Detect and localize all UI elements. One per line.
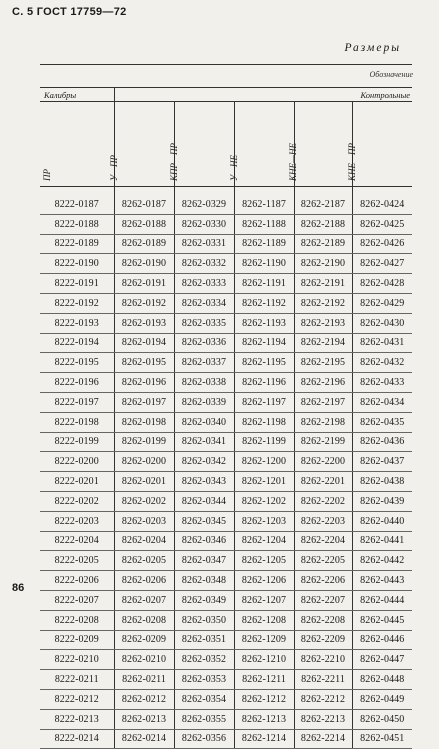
section-title: Размеры <box>344 42 401 54</box>
table-cell: 8262-1206 <box>234 571 294 591</box>
table-cell: 8262-0344 <box>174 491 234 511</box>
table-cell: 8262-1209 <box>234 630 294 650</box>
table-cell: 8262-0424 <box>352 195 412 214</box>
table-cell: 8262-0352 <box>174 650 234 670</box>
page-header: С. 5 ГОСТ 17759—72 <box>12 6 127 18</box>
table-cell: 8262-2200 <box>294 452 352 472</box>
table-cell: 8262-2196 <box>294 373 352 393</box>
table-cell: 8262-0338 <box>174 373 234 393</box>
gauge-table <box>40 88 412 749</box>
table-cell: 8262-0204 <box>114 531 174 551</box>
table-cell: 8262-0432 <box>352 353 412 373</box>
table-cell: 8262-2202 <box>294 491 352 511</box>
table-cell: 8262-2192 <box>294 293 352 313</box>
table-cell: 8262-0331 <box>174 234 234 254</box>
table-cell: 8262-0347 <box>174 551 234 571</box>
table-cell: 8262-1208 <box>234 610 294 630</box>
table-cell: 8222-0202 <box>40 491 114 511</box>
table-cell: 8262-0196 <box>114 373 174 393</box>
table-cell: 8262-0206 <box>114 571 174 591</box>
designation-label: Обозначение <box>369 70 413 79</box>
table-cell: 8222-0195 <box>40 353 114 373</box>
table-cell: 8262-0427 <box>352 254 412 274</box>
table-cell: 8262-0209 <box>114 630 174 650</box>
table-cell: 8262-1199 <box>234 432 294 452</box>
table-cell: 8262-2187 <box>294 195 352 214</box>
table-cell: 8222-0188 <box>40 214 114 234</box>
table-cell: 8262-0434 <box>352 392 412 412</box>
table-cell: 8262-0203 <box>114 511 174 531</box>
table-cell: 8262-1200 <box>234 452 294 472</box>
table-cell: 8262-0356 <box>174 729 234 749</box>
table-cell: 8262-0441 <box>352 531 412 551</box>
table-cell: 8262-2201 <box>294 472 352 492</box>
table-cell: 8222-0197 <box>40 392 114 412</box>
table-cell: 8262-0447 <box>352 650 412 670</box>
column-header-kne-pr <box>347 102 412 187</box>
table-cell: 8262-1205 <box>234 551 294 571</box>
table-row <box>40 373 412 393</box>
table-cell: 8222-0211 <box>40 670 114 690</box>
table-cell: 8262-0205 <box>114 551 174 571</box>
top-rule <box>40 64 412 65</box>
table-cell: 8222-0198 <box>40 412 114 432</box>
table-row <box>40 511 412 531</box>
table-cell: 8262-1189 <box>234 234 294 254</box>
table-row <box>40 313 412 333</box>
page-number: 86 <box>12 582 25 594</box>
table-cell: 8222-0208 <box>40 610 114 630</box>
table-cell: 8262-0451 <box>352 729 412 749</box>
table-cell: 8262-1198 <box>234 412 294 432</box>
table-cell: 8262-0437 <box>352 452 412 472</box>
table-cell: 8262-2214 <box>294 729 352 749</box>
table-cell: 8262-1192 <box>234 293 294 313</box>
table-cell: 8262-0337 <box>174 353 234 373</box>
table-cell: 8262-0336 <box>174 333 234 353</box>
table-cell: 8262-2207 <box>294 590 352 610</box>
table-cell: 8262-1213 <box>234 709 294 729</box>
table-row <box>40 195 412 214</box>
table-cell: 8262-0446 <box>352 630 412 650</box>
table-cell: 8262-0445 <box>352 610 412 630</box>
table-cell: 8262-0190 <box>114 254 174 274</box>
table-row <box>40 590 412 610</box>
table-cell: 8262-0439 <box>352 491 412 511</box>
column-label: У—ПР <box>109 154 119 181</box>
table-row <box>40 254 412 274</box>
table-row <box>40 333 412 353</box>
table-cell: 8262-2191 <box>294 274 352 294</box>
table-cell: 8262-0425 <box>352 214 412 234</box>
table-cell: 8222-0200 <box>40 452 114 472</box>
table-cell: 8262-0428 <box>352 274 412 294</box>
table-cell: 8222-0203 <box>40 511 114 531</box>
table-cell: 8262-1207 <box>234 590 294 610</box>
table-cell: 8262-1212 <box>234 689 294 709</box>
table-cell: 8222-0187 <box>40 195 114 214</box>
table-cell: 8262-0201 <box>114 472 174 492</box>
table-body <box>40 195 412 749</box>
table-cell: 8262-0210 <box>114 650 174 670</box>
table-cell: 8262-2190 <box>294 254 352 274</box>
column-label: ПР <box>41 169 52 181</box>
table-cell: 8262-0350 <box>174 610 234 630</box>
table-row <box>40 432 412 452</box>
table-cell: 8262-0341 <box>174 432 234 452</box>
table-cell: 8222-0189 <box>40 234 114 254</box>
table-cell: 8222-0201 <box>40 472 114 492</box>
table-cell: 8262-0191 <box>114 274 174 294</box>
table-cell: 8262-0353 <box>174 670 234 690</box>
table-row <box>40 689 412 709</box>
table-cell: 8262-2199 <box>294 432 352 452</box>
table-cell: 8262-0188 <box>114 214 174 234</box>
table-cell: 8262-0339 <box>174 392 234 412</box>
table-row <box>40 214 412 234</box>
table-cell: 8262-2208 <box>294 610 352 630</box>
table-cell: 8262-2197 <box>294 392 352 412</box>
table-row <box>40 670 412 690</box>
table-cell: 8262-2206 <box>294 571 352 591</box>
group-header-gauges: Калибры <box>40 88 114 102</box>
table-cell: 8262-0335 <box>174 313 234 333</box>
table-cell: 8262-0429 <box>352 293 412 313</box>
table-cell: 8262-0195 <box>114 353 174 373</box>
table-cell: 8262-2213 <box>294 709 352 729</box>
table-cell: 8262-1210 <box>234 650 294 670</box>
table-cell: 8262-1197 <box>234 392 294 412</box>
table-row <box>40 531 412 551</box>
column-header-kpr-pr <box>169 102 234 187</box>
table-cell: 8262-0198 <box>114 412 174 432</box>
table-cell: 8262-2209 <box>294 630 352 650</box>
table-cell: 8262-1201 <box>234 472 294 492</box>
table-cell: 8262-0207 <box>114 590 174 610</box>
table-row <box>40 472 412 492</box>
column-header-u-ne <box>229 102 294 187</box>
table-cell: 8262-0348 <box>174 571 234 591</box>
table-cell: 8262-0438 <box>352 472 412 492</box>
table-cell: 8262-0211 <box>114 670 174 690</box>
table-cell: 8262-0443 <box>352 571 412 591</box>
table-cell: 8262-0197 <box>114 392 174 412</box>
table-cell: 8262-1211 <box>234 670 294 690</box>
group-header-control: Контрольные <box>114 88 412 102</box>
table-cell: 8262-0200 <box>114 452 174 472</box>
table-cell: 8262-2194 <box>294 333 352 353</box>
table-cell: 8262-0354 <box>174 689 234 709</box>
table-cell: 8262-0449 <box>352 689 412 709</box>
table-row <box>40 392 412 412</box>
table-cell: 8262-2188 <box>294 214 352 234</box>
table-cell: 8262-2210 <box>294 650 352 670</box>
column-label: КПР—ПР <box>169 143 179 181</box>
table-row <box>40 353 412 373</box>
table-cell: 8262-0214 <box>114 729 174 749</box>
table-cell: 8262-1203 <box>234 511 294 531</box>
table-cell: 8262-1204 <box>234 531 294 551</box>
table-cell: 8262-0340 <box>174 412 234 432</box>
table-cell: 8262-0342 <box>174 452 234 472</box>
table-row <box>40 274 412 294</box>
table-row <box>40 650 412 670</box>
table-cell: 8222-0193 <box>40 313 114 333</box>
table-cell: 8262-0343 <box>174 472 234 492</box>
column-header-pr <box>40 102 114 187</box>
table-cell: 8222-0206 <box>40 571 114 591</box>
table-cell: 8222-0196 <box>40 373 114 393</box>
table-cell: 8262-0330 <box>174 214 234 234</box>
table-cell: 8262-1190 <box>234 254 294 274</box>
table-cell: 8222-0214 <box>40 729 114 749</box>
table-cell: 8262-0346 <box>174 531 234 551</box>
table-cell: 8262-0334 <box>174 293 234 313</box>
table-cell: 8222-0190 <box>40 254 114 274</box>
table-cell: 8222-0209 <box>40 630 114 650</box>
table-cell: 8262-2193 <box>294 313 352 333</box>
table-cell: 8222-0192 <box>40 293 114 313</box>
table-cell: 8262-0193 <box>114 313 174 333</box>
column-header-u-pr <box>109 102 174 187</box>
table-cell: 8262-2189 <box>294 234 352 254</box>
table-cell: 8262-2211 <box>294 670 352 690</box>
table-row <box>40 630 412 650</box>
column-label: КНЕ—НЕ <box>288 143 298 181</box>
table-cell: 8262-0333 <box>174 274 234 294</box>
table-cell: 8262-0436 <box>352 432 412 452</box>
table-row <box>40 610 412 630</box>
table-cell: 8262-0355 <box>174 709 234 729</box>
table-cell: 8262-0208 <box>114 610 174 630</box>
table-cell: 8262-0435 <box>352 412 412 432</box>
table-cell: 8262-1196 <box>234 373 294 393</box>
table-cell: 8262-1191 <box>234 274 294 294</box>
table-cell: 8262-1194 <box>234 333 294 353</box>
table-row <box>40 709 412 729</box>
table-row <box>40 729 412 749</box>
table-cell: 8262-1188 <box>234 214 294 234</box>
table-cell: 8222-0205 <box>40 551 114 571</box>
table-cell: 8222-0204 <box>40 531 114 551</box>
table-cell: 8262-0349 <box>174 590 234 610</box>
table-cell: 8262-1193 <box>234 313 294 333</box>
table-row <box>40 551 412 571</box>
table-cell: 8262-0351 <box>174 630 234 650</box>
table-cell: 8222-0213 <box>40 709 114 729</box>
table-cell: 8262-1195 <box>234 353 294 373</box>
column-header-kne-ne <box>288 102 352 187</box>
table-cell: 8262-2195 <box>294 353 352 373</box>
table-row <box>40 293 412 313</box>
table-cell: 8262-0430 <box>352 313 412 333</box>
table-cell: 8262-0213 <box>114 709 174 729</box>
table-cell: 8222-0207 <box>40 590 114 610</box>
table-cell: 8262-0212 <box>114 689 174 709</box>
column-label: КНЕ—ПР <box>347 143 358 181</box>
table-cell: 8262-0329 <box>174 195 234 214</box>
table-cell: 8262-0199 <box>114 432 174 452</box>
table-cell: 8262-2204 <box>294 531 352 551</box>
table-cell: 8262-0187 <box>114 195 174 214</box>
table-row <box>40 571 412 591</box>
table-cell: 8262-2203 <box>294 511 352 531</box>
table-cell: 8262-0332 <box>174 254 234 274</box>
table-cell: 8262-0433 <box>352 373 412 393</box>
table-cell: 8222-0212 <box>40 689 114 709</box>
table-row <box>40 491 412 511</box>
table-cell: 8262-0431 <box>352 333 412 353</box>
table-cell: 8262-0450 <box>352 709 412 729</box>
table-cell: 8262-0442 <box>352 551 412 571</box>
table-cell: 8262-0194 <box>114 333 174 353</box>
table-cell: 8262-0192 <box>114 293 174 313</box>
table-cell: 8262-0202 <box>114 491 174 511</box>
table-cell: 8262-1187 <box>234 195 294 214</box>
table-cell: 8262-0426 <box>352 234 412 254</box>
table-cell: 8262-0448 <box>352 670 412 690</box>
table-row <box>40 452 412 472</box>
table-cell: 8262-0444 <box>352 590 412 610</box>
table-cell: 8222-0210 <box>40 650 114 670</box>
table-cell: 8262-1214 <box>234 729 294 749</box>
table-cell: 8222-0194 <box>40 333 114 353</box>
table-cell: 8262-0345 <box>174 511 234 531</box>
table-cell: 8262-2198 <box>294 412 352 432</box>
table-row <box>40 412 412 432</box>
table-cell: 8262-2212 <box>294 689 352 709</box>
column-label: У—НЕ <box>229 154 239 181</box>
table-row <box>40 234 412 254</box>
table-cell: 8262-1202 <box>234 491 294 511</box>
table-cell: 8262-0189 <box>114 234 174 254</box>
table-cell: 8262-2205 <box>294 551 352 571</box>
table-cell: 8262-0440 <box>352 511 412 531</box>
table-cell: 8222-0199 <box>40 432 114 452</box>
table-cell: 8222-0191 <box>40 274 114 294</box>
